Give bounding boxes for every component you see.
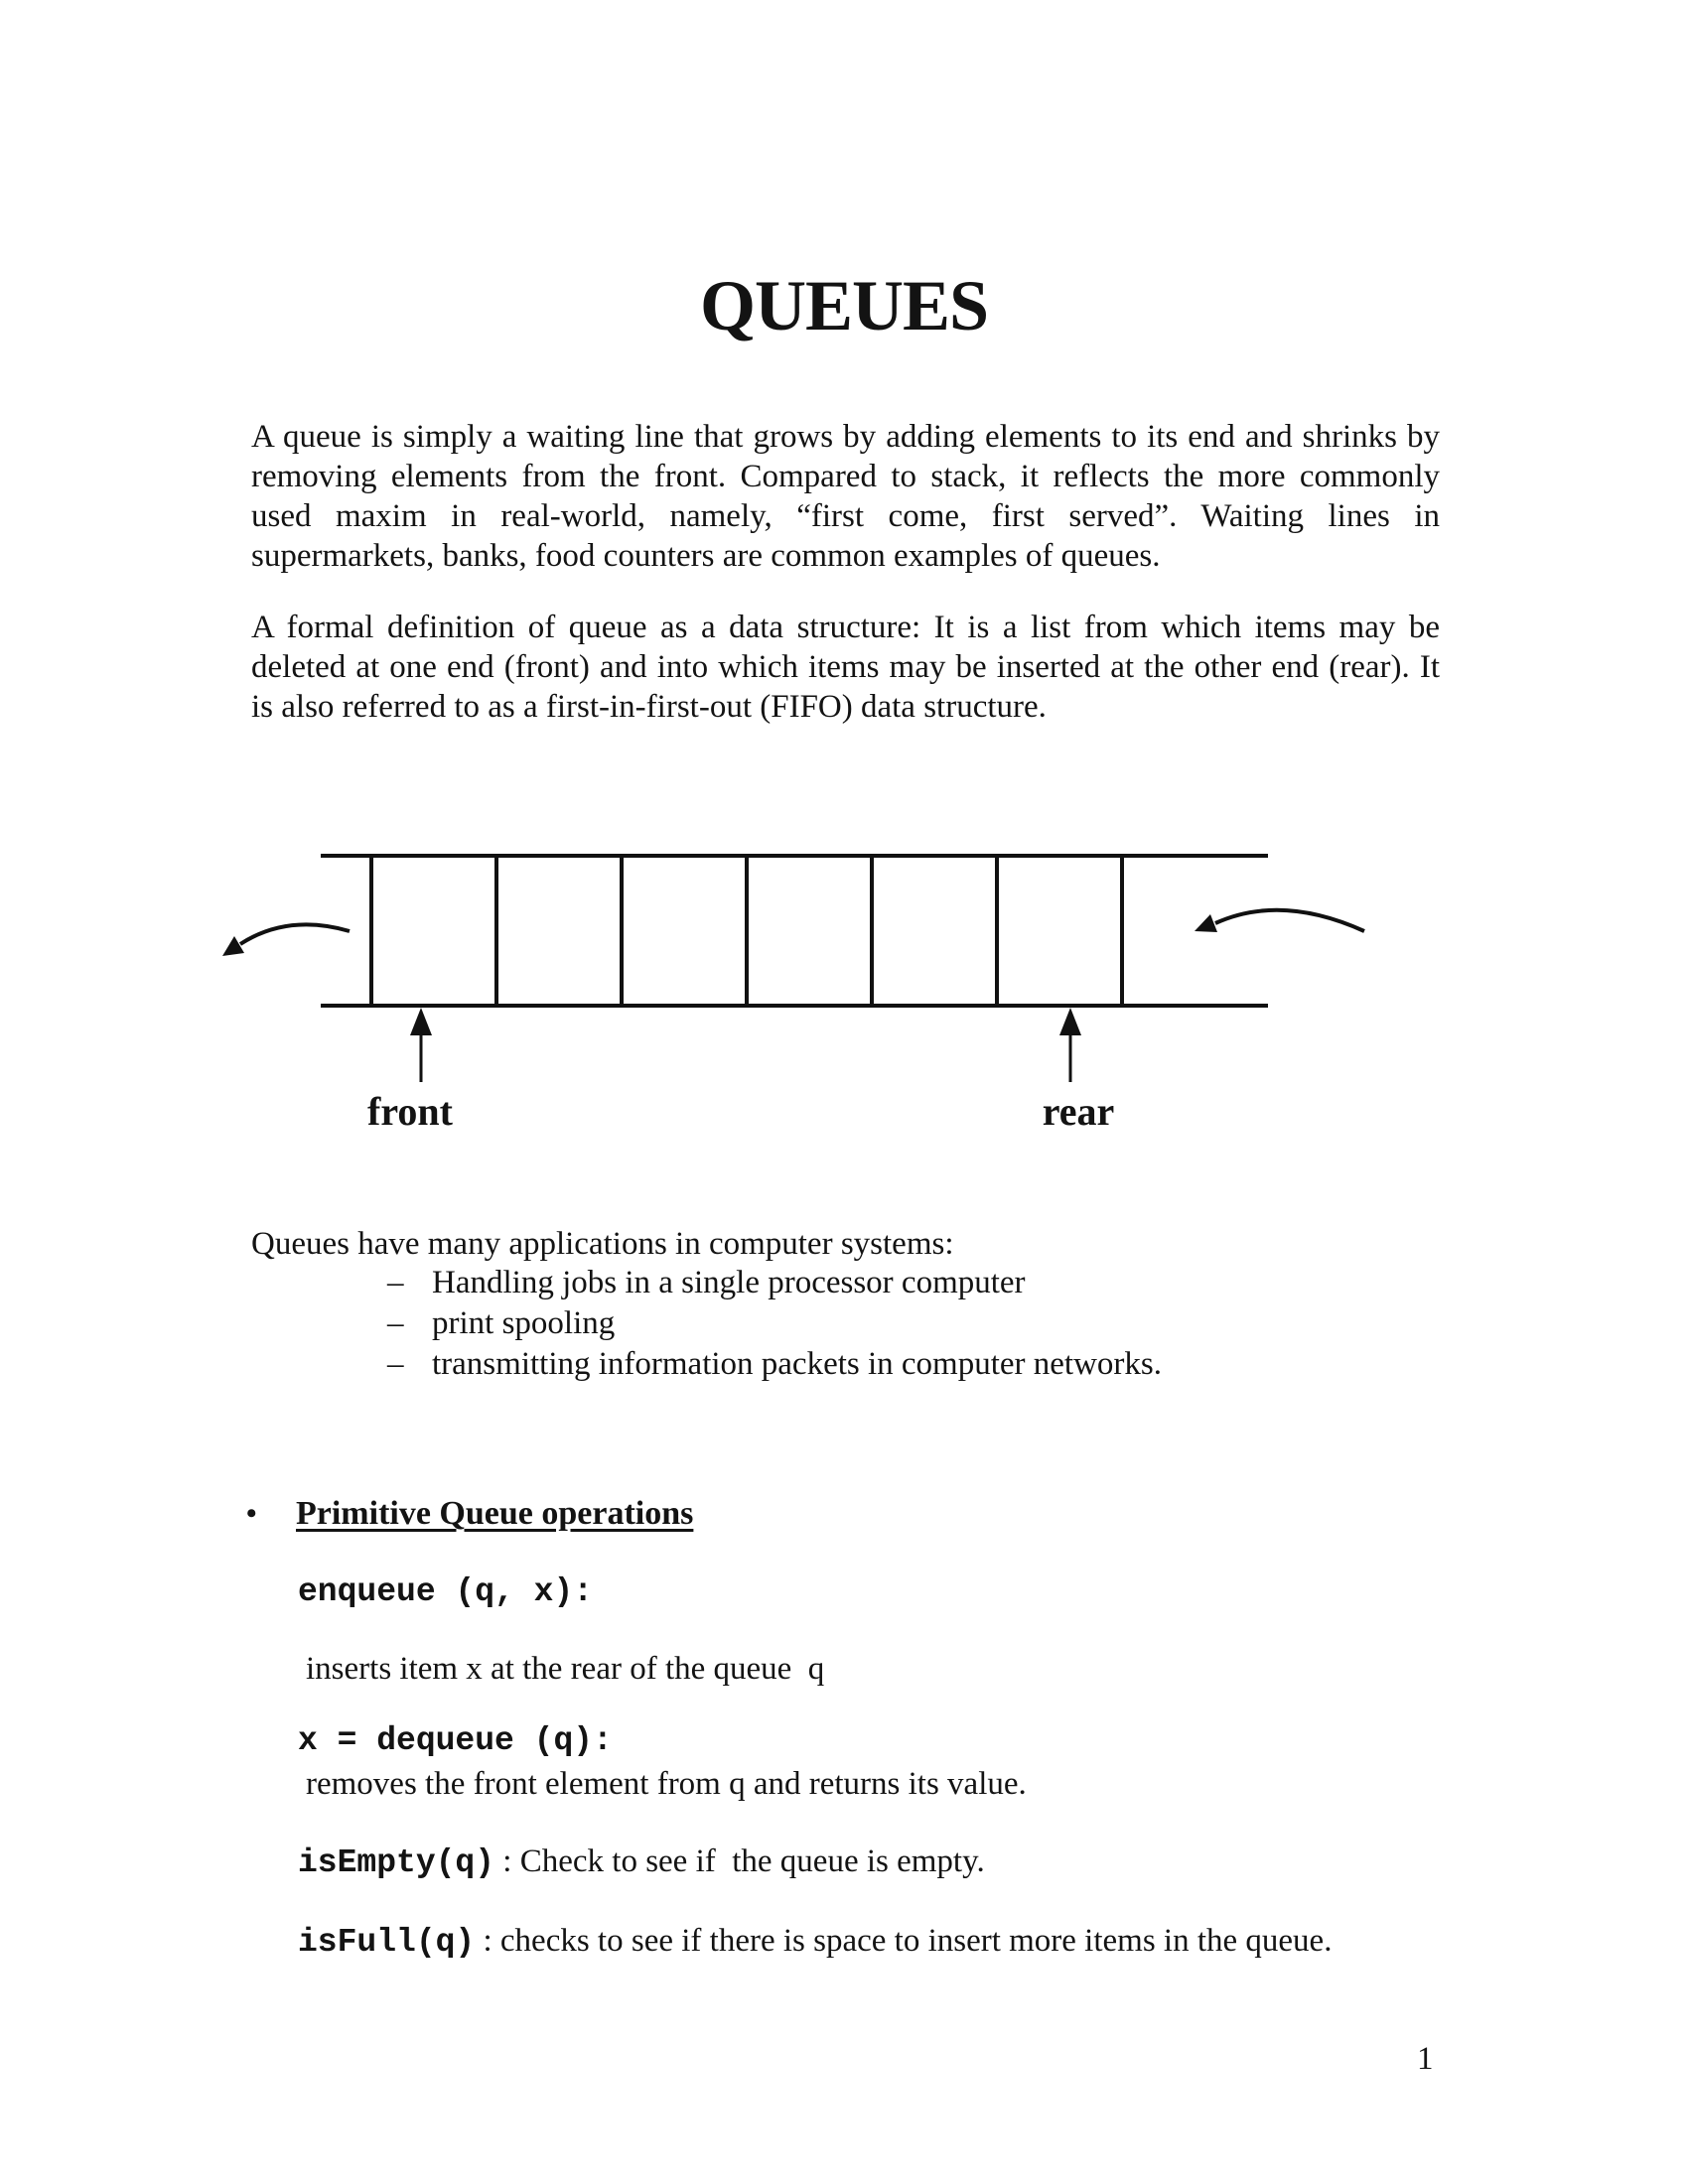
definition-paragraph <box>251 608 1440 727</box>
list-item <box>387 1344 1162 1384</box>
dequeue-description: removes the front element from q and returns its value. <box>306 1766 1027 1802</box>
list-item <box>387 1303 1162 1343</box>
enqueue-signature: enqueue (q, x): <box>298 1573 594 1610</box>
isempty-signature: isEmpty(q) <box>298 1844 495 1881</box>
operations-heading-text: Primitive Queue operations <box>296 1495 694 1532</box>
dequeue-out-arrow <box>222 924 350 956</box>
isempty-description: : Check to see if the queue is empty. <box>494 1843 985 1879</box>
list-dash: – <box>387 1265 404 1300</box>
front-label: front <box>367 1089 453 1134</box>
page-title: QUEUES <box>699 266 989 345</box>
applications-list <box>387 1263 1162 1384</box>
isfull-description: : checks to see if there is space to insert more items in the queue. <box>475 1923 1333 1959</box>
rear-label: rear <box>1042 1089 1115 1134</box>
dequeue-signature: x = dequeue (q): <box>298 1722 613 1759</box>
list-dash: – <box>387 1346 404 1382</box>
isfull-signature: isFull(q) <box>298 1924 476 1961</box>
paragraph-line: removing elements from the front. Compared to stack, it reflects the more commonly <box>251 459 1440 494</box>
list-dash: – <box>387 1305 404 1341</box>
page-number: 1 <box>1417 2041 1434 2077</box>
list-item-text: Handling jobs in a single processor computer <box>432 1265 1026 1300</box>
queue-cells <box>321 856 1268 1006</box>
intro-paragraph <box>251 417 1440 576</box>
bullet-icon: • <box>246 1497 257 1530</box>
paragraph-line: A queue is simply a waiting line that grows by adding elements to its end and shrinks by <box>251 419 1440 455</box>
enqueue-in-arrow <box>1195 910 1364 932</box>
list-item-text: transmitting information packets in computer networks. <box>432 1346 1163 1382</box>
paragraph-line: is also referred to as a first-in-first-out (FIFO) data structure. <box>251 689 1047 725</box>
paragraph-line: supermarkets, banks, food counters are common examples of queues. <box>251 538 1161 574</box>
operations-heading <box>246 1494 693 1534</box>
list-item <box>387 1263 1162 1302</box>
paragraph-line: deleted at one end (front) and into which items may be inserted at the other end (rear). It <box>251 649 1440 685</box>
enqueue-description: inserts item x at the rear of the queue q <box>306 1651 825 1687</box>
isfull-line <box>298 1921 1332 1963</box>
list-item-text: print spooling <box>432 1305 616 1341</box>
rear-pointer-arrow <box>1059 1008 1081 1082</box>
front-pointer-arrow <box>410 1008 432 1082</box>
paragraph-line: used maxim in real-world, namely, “first come, first served”. Waiting lines in <box>251 498 1440 534</box>
applications-intro: Queues have many applications in computer systems: <box>251 1226 954 1262</box>
isempty-line <box>298 1842 985 1883</box>
paragraph-line: A formal definition of queue as a data structure: It is a list from which items may be <box>251 610 1440 645</box>
